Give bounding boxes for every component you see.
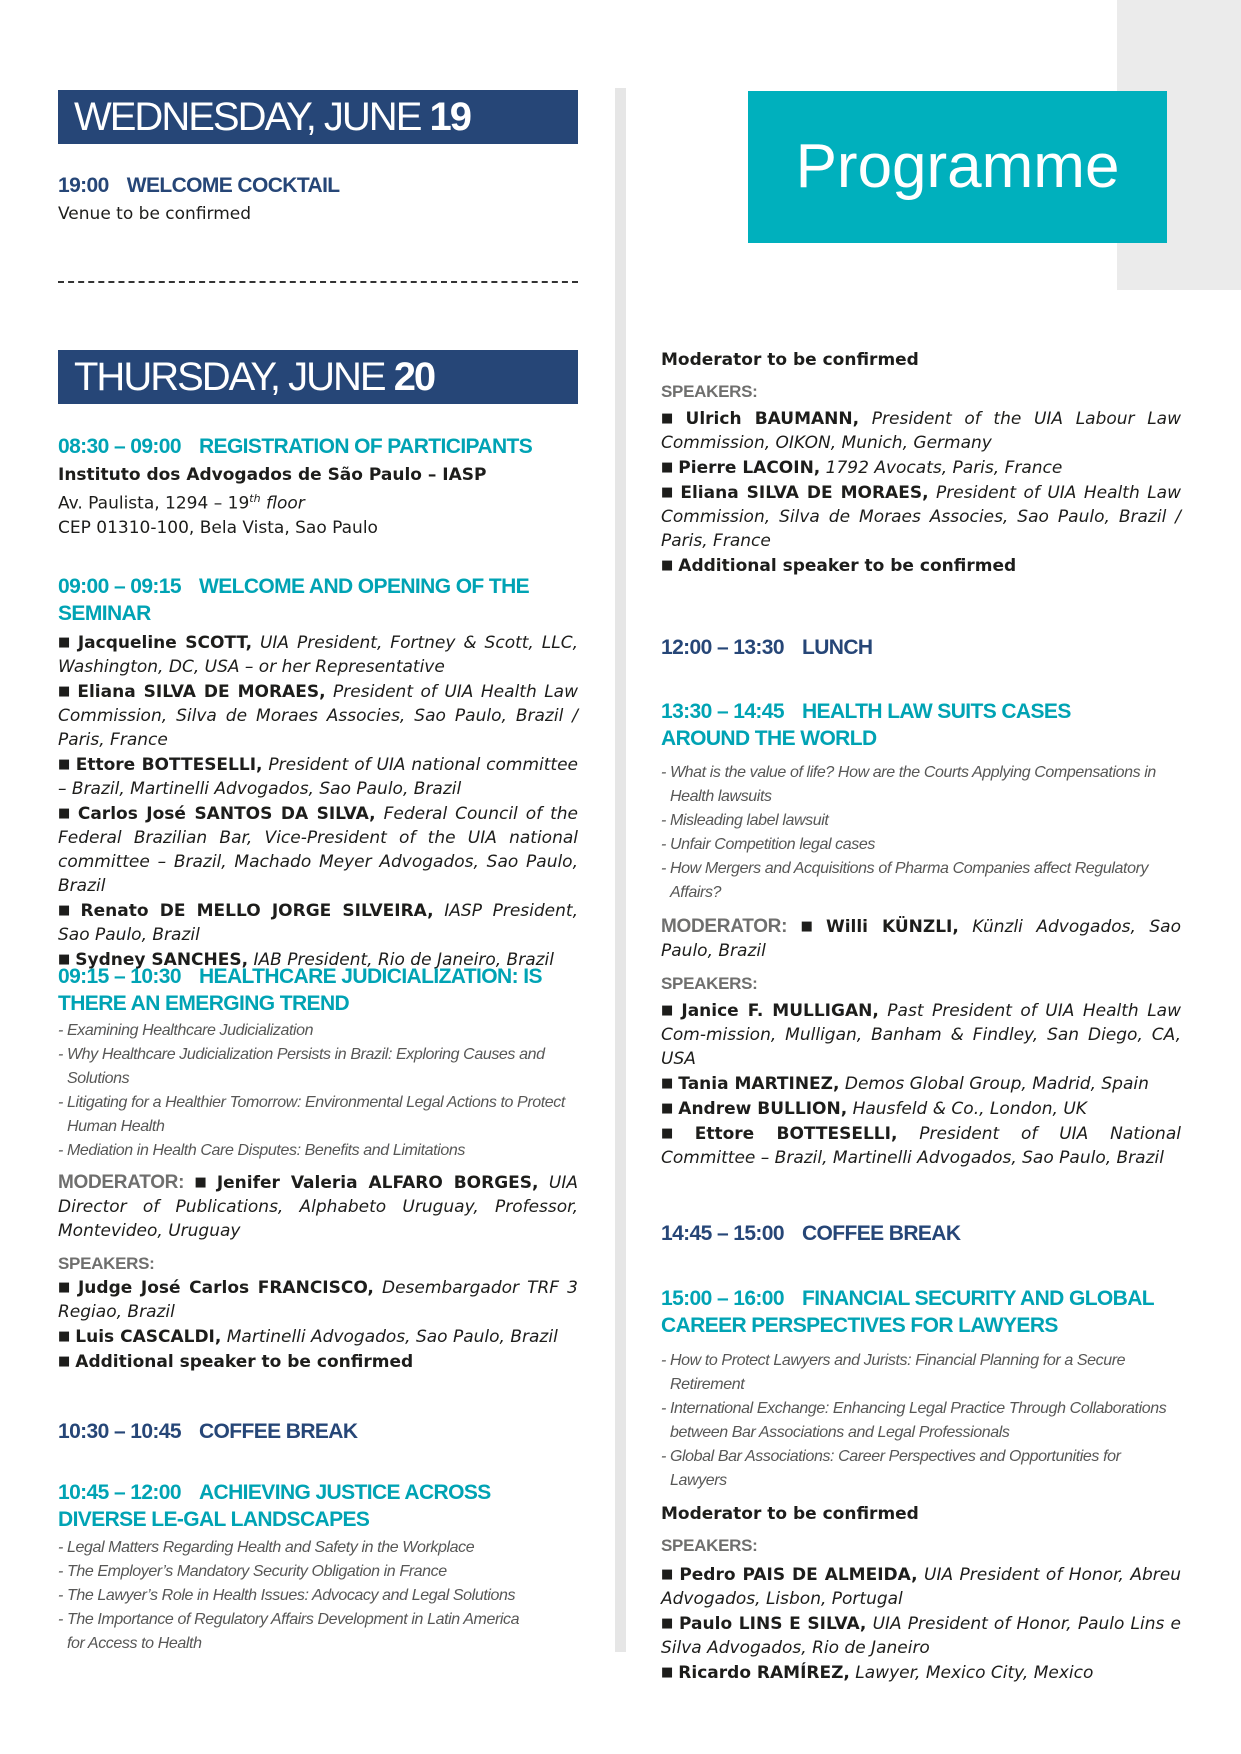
- session-title: HEALTH LAW SUITS CASES AROUND THE WORLD: [661, 700, 1071, 750]
- venue-address-2: CEP 01310-100, Bela Vista, Sao Paulo: [58, 517, 378, 538]
- session-heading: [58, 1479, 563, 1533]
- moderator-line: Moderator to be confirmed: [661, 350, 919, 370]
- programme-title-box: [748, 91, 1167, 243]
- speaker-list: [661, 407, 1181, 578]
- session-title: WELCOME COCKTAIL: [126, 174, 340, 197]
- session-time: 19:00: [58, 174, 109, 197]
- address-sup: th: [249, 492, 261, 505]
- day-banner-number: 19: [429, 95, 470, 139]
- session-justice: [58, 1479, 578, 1656]
- speaker-item: ■ Ettore BOTTESELLI, President of UIA National Committee – Brazil, Martinelli Advogados, Sao Paulo, Brazil: [661, 1124, 1181, 1168]
- topic-item: - Mediation in Health Care Disputes: Benefits and Limitations: [58, 1142, 465, 1159]
- address-floor: floor: [260, 493, 305, 514]
- speaker-item: ■ Jacqueline SCOTT, UIA President, Fortney & Scott, LLC, Washington, DC, USA – or her Representative: [58, 633, 578, 677]
- session-time: 10:30 – 10:45: [58, 1420, 181, 1443]
- session-title: HEALTHCARE JUDICIALIZATION: IS THERE AN EMERGING TREND: [58, 965, 542, 1015]
- session-financial-security: [661, 1285, 1181, 1686]
- speakers-label: SPEAKERS:: [661, 974, 758, 993]
- session-title: REGISTRATION OF PARTICIPANTS: [198, 435, 533, 458]
- topic-item: - Misleading label lawsuit: [661, 812, 829, 829]
- speaker-list: [58, 1276, 578, 1374]
- topic-item: - Global Bar Associations: Career Perspectives and Opportunities for Lawyers: [661, 1448, 1121, 1489]
- topic-item: - How Mergers and Acquisitions of Pharma Companies affect Regulatory Affairs?: [661, 860, 1149, 901]
- topic-list: [58, 1536, 578, 1656]
- session-justice-continued: [661, 348, 1181, 579]
- topic-item: - Why Healthcare Judicialization Persists in Brazil: Exploring Causes and Solutions: [58, 1046, 545, 1087]
- session-welcome-cocktail: [58, 172, 578, 226]
- speaker-list: [661, 1563, 1181, 1685]
- speaker-item: ■ Judge José Carlos FRANCISCO, Desembargador TRF 3 Regiao, Brazil: [58, 1278, 578, 1322]
- session-title: COFFEE BREAK: [198, 1420, 358, 1443]
- session-health-law-suits: [661, 698, 1181, 1171]
- speaker-item: ■ Ettore BOTTESELLI, President of UIA national committee – Brazil, Martinelli Advogados, Sao Paulo, Brazil: [58, 755, 578, 799]
- day-banner-prefix: WEDNESDAY, JUNE: [74, 95, 430, 139]
- topic-item: - How to Protect Lawyers and Jurists: Financial Planning for a Secure Retirement: [661, 1352, 1126, 1393]
- speaker-item: ■ Renato DE MELLO JORGE SILVEIRA, IASP President, Sao Paulo, Brazil: [58, 901, 578, 945]
- speaker-item: ■ Sydney SANCHES, IAB President, Rio de Janeiro, Brazil: [58, 950, 554, 970]
- speaker-item: ■ Eliana SILVA DE MORAES, President of UIA Health Law Commission, Silva de Moraes Associes, Sao Paulo, Brazil / Paris, France: [58, 682, 578, 750]
- speakers-label: SPEAKERS:: [661, 382, 758, 401]
- speaker-item: ■ Ricardo RAMÍREZ, Lawyer, Mexico City, Mexico: [661, 1663, 1094, 1683]
- venue-address: [58, 487, 578, 516]
- speaker-item: ■ Additional speaker to be confirmed: [661, 556, 1017, 576]
- day-banner-wednesday: [58, 90, 578, 144]
- session-healthcare: [58, 963, 578, 1375]
- topic-list: [661, 1349, 1181, 1493]
- column-divider: [615, 88, 626, 1652]
- speaker-item: ■ Pedro PAIS DE ALMEIDA, UIA President of Honor, Abreu Advogados, Lisbon, Portugal: [661, 1565, 1181, 1609]
- day-banner-thursday: [58, 350, 578, 404]
- session-time: 12:00 – 13:30: [661, 636, 784, 659]
- session-heading: [58, 573, 578, 627]
- session-title: COFFEE BREAK: [801, 1222, 961, 1245]
- address-part: Av. Paulista, 1294 – 19: [58, 493, 250, 514]
- topic-list: [58, 1019, 578, 1163]
- day-banner-prefix: THURSDAY, JUNE: [74, 355, 394, 399]
- topic-item: - International Exchange: Enhancing Legal Practice Through Collaborations between Bar Associations and Legal Professionals: [661, 1400, 1167, 1441]
- dashed-separator: [58, 281, 578, 283]
- session-coffee-break-2: [661, 1220, 1181, 1247]
- topic-item: - The Importance of Regulatory Affairs Development in Latin America for Access to Health: [58, 1611, 520, 1652]
- session-heading: [58, 963, 558, 1017]
- speaker-item: ■ Additional speaker to be confirmed: [58, 1352, 414, 1372]
- session-time: 13:30 – 14:45: [661, 700, 784, 723]
- topic-item: - Unfair Competition legal cases: [661, 836, 875, 853]
- speaker-list: [661, 999, 1181, 1170]
- moderator-line: MODERATOR: ■ Willi KÜNZLI, Künzli Advogados, Sao Paulo, Brazil: [661, 916, 1181, 961]
- session-heading: [58, 433, 578, 460]
- session-title: LUNCH: [801, 636, 873, 659]
- session-coffee-break-1: [58, 1418, 578, 1445]
- session-opening: [58, 573, 578, 973]
- session-time: 14:45 – 15:00: [661, 1222, 784, 1245]
- speaker-item: ■ Tania MARTINEZ, Demos Global Group, Madrid, Spain: [661, 1074, 1149, 1094]
- speaker-list: [58, 631, 578, 972]
- programme-title: Programme: [795, 132, 1120, 201]
- topic-item: - The Lawyer’s Role in Health Issues: Advocacy and Legal Solutions: [58, 1587, 516, 1604]
- topic-item: - The Employer’s Mandatory Security Obligation in France: [58, 1563, 447, 1580]
- session-heading: [58, 172, 578, 199]
- speaker-item: ■ Carlos José SANTOS DA SILVA, Federal Council of the Federal Brazilian Bar, Vice-President of the UIA national committee – Brazil, Machado Meyer Advogados, Sao Paulo, Brazil: [58, 804, 579, 896]
- session-time: 15:00 – 16:00: [661, 1287, 784, 1310]
- session-heading: [661, 698, 1131, 752]
- speakers-label: SPEAKERS:: [58, 1254, 155, 1273]
- speaker-item: ■ Andrew BULLION, Hausfeld & Co., London, UK: [661, 1099, 1087, 1119]
- speaker-item: ■ Janice F. MULLIGAN, Past President of UIA Health Law Com-mission, Mulligan, Banham & Findley, San Diego, CA, USA: [661, 1001, 1181, 1069]
- session-heading: [661, 634, 1181, 661]
- topic-item: - Examining Healthcare Judicialization: [58, 1022, 314, 1039]
- session-venue: Venue to be confirmed: [58, 204, 252, 224]
- topic-item: - What is the value of life? How are the Courts Applying Compensations in Health lawsuits: [661, 764, 1156, 805]
- venue-name: Instituto dos Advogados de São Paulo – IASP: [58, 465, 487, 485]
- session-registration: [58, 433, 578, 540]
- speaker-item: ■ Eliana SILVA DE MORAES, President of UIA Health Law Commission, Silva de Moraes Associes, Sao Paulo, Brazil / Paris, France: [661, 483, 1181, 551]
- session-heading: [58, 1418, 578, 1445]
- session-heading: [661, 1285, 1181, 1339]
- session-lunch: [661, 634, 1181, 661]
- session-title: FINANCIAL SECURITY AND GLOBAL CAREER PERSPECTIVES FOR LAWYERS: [661, 1287, 1154, 1337]
- speaker-item: ■ Paulo LINS E SILVA, UIA President of Honor, Paulo Lins e Silva Advogados, Rio de Janeiro: [661, 1614, 1181, 1658]
- speaker-item: ■ Ulrich BAUMANN, President of the UIA Labour Law Commission, OIKON, Munich, Germany: [661, 409, 1181, 453]
- topic-list: [661, 761, 1181, 905]
- topic-item: - Litigating for a Healthier Tomorrow: Environmental Legal Actions to Protect Human Health: [58, 1094, 565, 1135]
- moderator-line: Moderator to be confirmed: [661, 1504, 919, 1524]
- session-heading: [661, 1220, 1181, 1247]
- session-time: 10:45 – 12:00: [58, 1481, 181, 1504]
- session-time: 09:15 – 10:30: [58, 965, 181, 988]
- day-banner-number: 20: [393, 355, 435, 399]
- topic-item: - Legal Matters Regarding Health and Safety in the Workplace: [58, 1539, 475, 1556]
- session-title: ACHIEVING JUSTICE ACROSS DIVERSE LE-GAL LANDSCAPES: [58, 1481, 491, 1531]
- moderator-line: MODERATOR: ■ Jenifer Valeria ALFARO BORGES, UIA Director of Publications, Alphabeto Uruguay, Professor, Montevideo, Uruguay: [58, 1172, 578, 1241]
- session-time: 09:00 – 09:15: [58, 575, 181, 598]
- speaker-item: ■ Luis CASCALDI, Martinelli Advogados, Sao Paulo, Brazil: [58, 1327, 558, 1347]
- speakers-label: SPEAKERS:: [661, 1536, 758, 1555]
- speaker-item: ■ Pierre LACOIN, 1792 Avocats, Paris, France: [661, 458, 1063, 478]
- session-time: 08:30 – 09:00: [58, 435, 181, 458]
- session-title: WELCOME AND OPENING OF THE SEMINAR: [58, 575, 530, 625]
